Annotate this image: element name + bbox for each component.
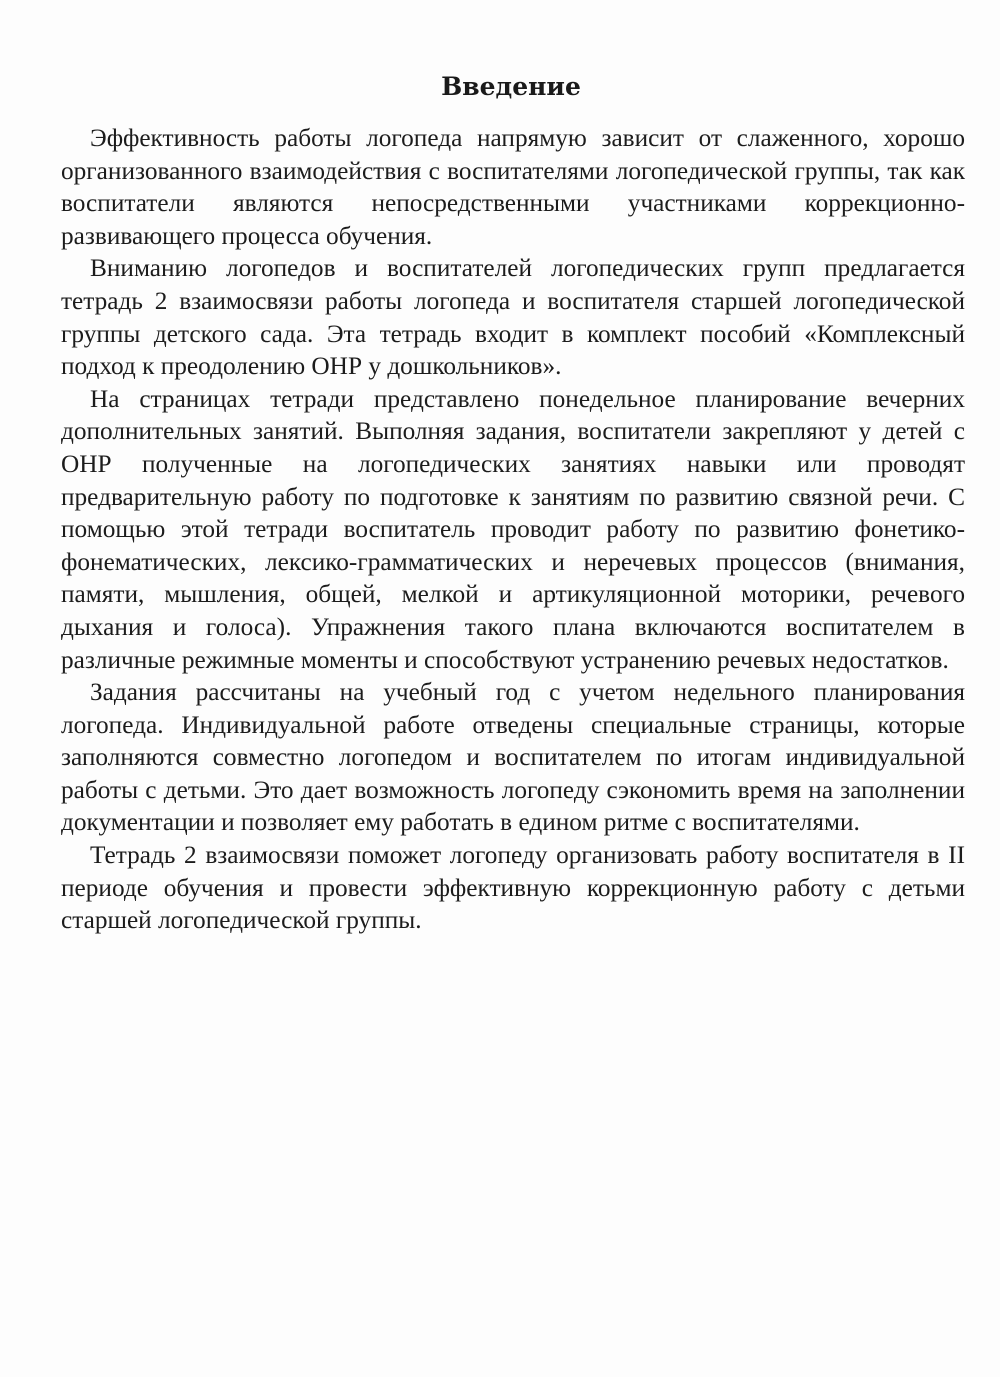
- paragraph-1: Эффективность работы логопеда напрямую зависит от слаженного, хорошо организованного взаимодействия с воспитателями логопедической группы, так как воспитатели являются непосредственными участниками коррекционно-развивающего процесса обучения.: [61, 124, 965, 250]
- paragraph-2: Вниманию логопедов и воспитателей логопедических групп предлагается тетрадь 2 взаимосвязи работы логопеда и воспитателя старшей логопедической группы детского сада. Эта тетрадь входит в комплект пособий «Комплексный подход к преодолению ОНР у дошкольников».: [61, 254, 965, 381]
- page-title: Введение: [441, 72, 581, 101]
- paragraph-3: На страницах тетради представлено понедельное планирование вечерних дополнительных занятий. Выполняя задания, воспитатели закрепляют у детей с ОНР полученные на логопедических занятиях навыки или проводят предварительную работу по подготовке к занятиям по развитию связной речи. С помощью этой тетради воспитатель проводит работу по развитию фонетико-фонематических, лексико-грамматических и неречевых процессов (внимания, памяти, мышления, общей, мелкой и артикуляционной моторики, речевого дыхания и голоса). Упражнения такого плана включаются воспитателем в различные режимные моменты и способствуют устранению речевых недостатков.: [61, 384, 965, 674]
- paragraph-5: Тетрадь 2 взаимосвязи поможет логопеду организовать работу воспитателя в II периоде обучения и провести эффективную коррекционную работу с детьми старшей логопедической группы.: [61, 841, 965, 935]
- paragraph-4: Задания рассчитаны на учебный год с учетом недельного планирования логопеда. Индивидуальной работе отведены специальные страницы, которые заполняются совместно логопедом и воспитателем по итогам индивидуальной работы с детьми. Это дает возможность логопеду сэкономить время на заполнении документации и позволяет ему работать в едином ритме с воспитателями.: [61, 678, 965, 837]
- body-text: [61, 122, 965, 937]
